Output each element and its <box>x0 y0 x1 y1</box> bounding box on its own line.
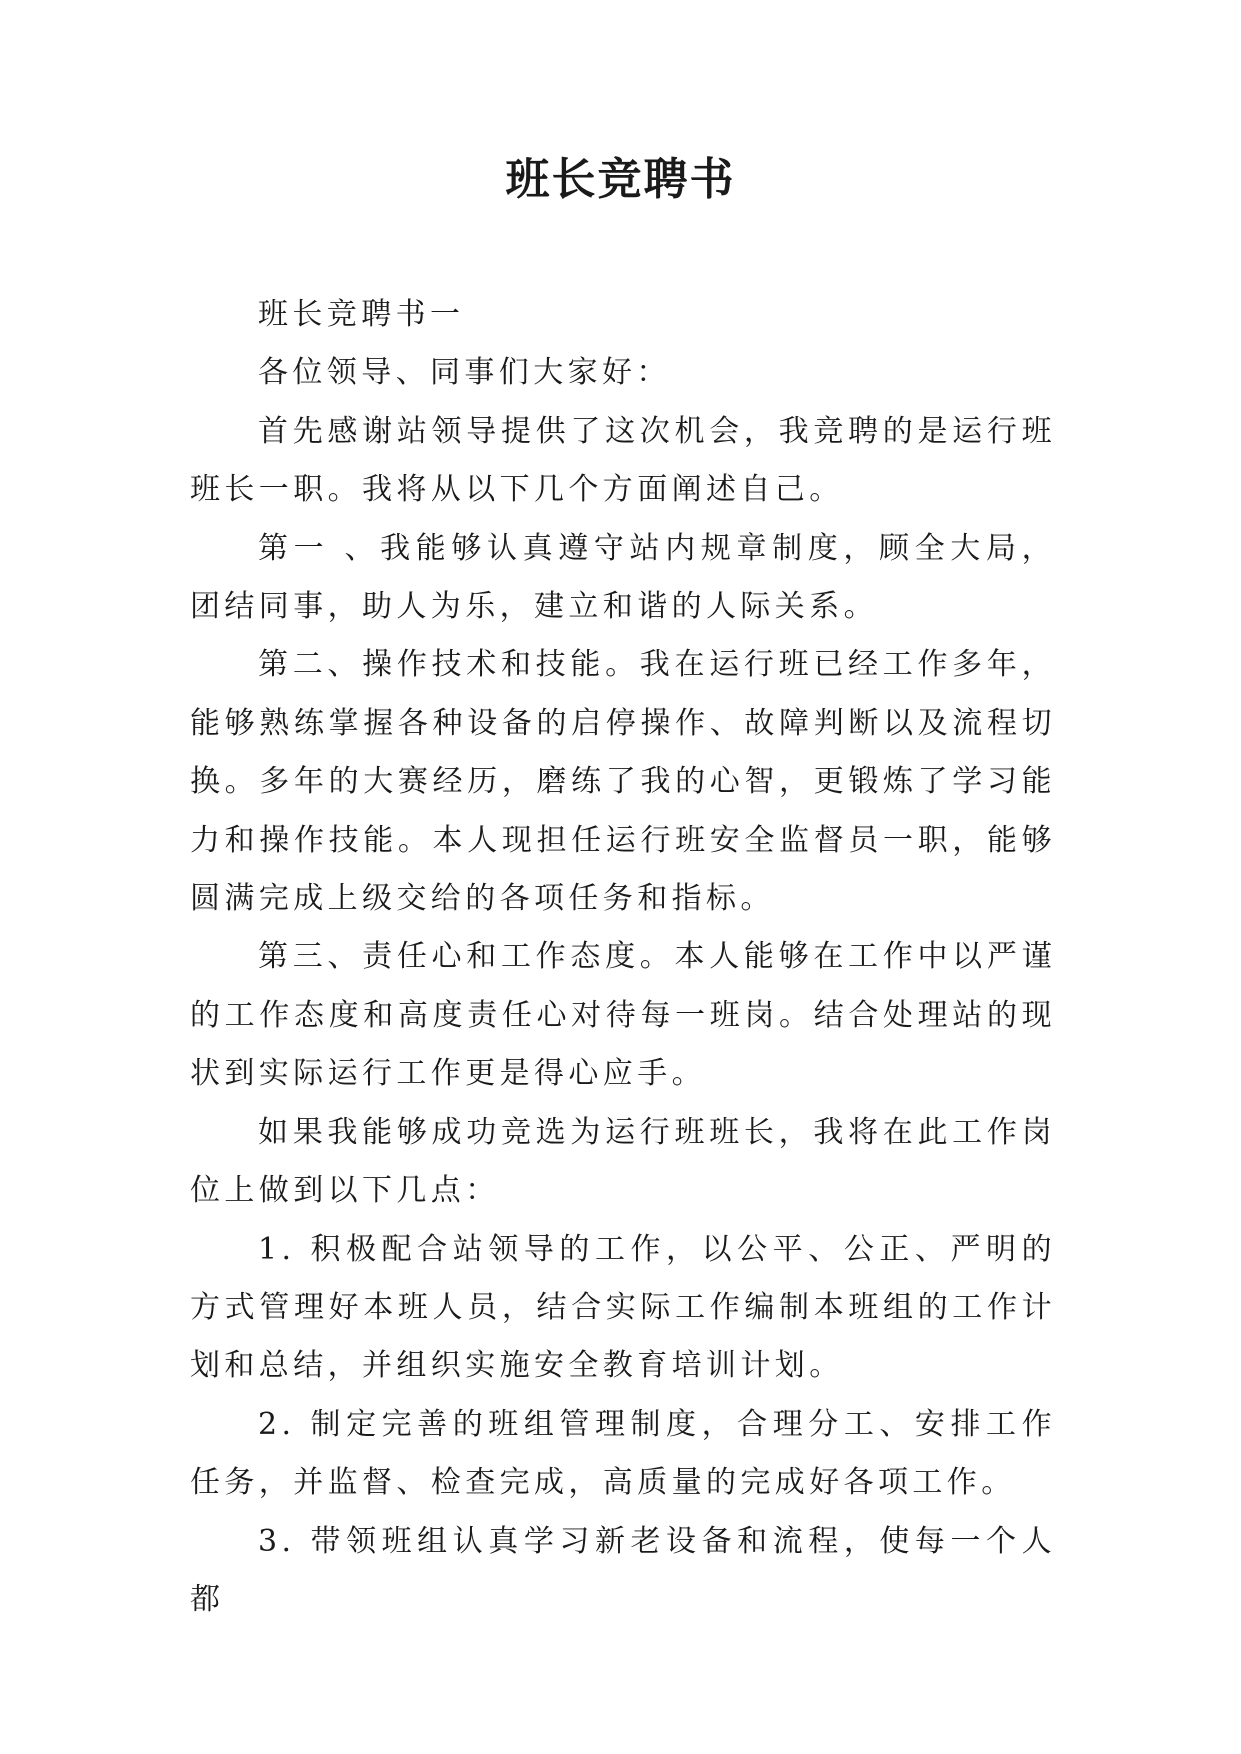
paragraph: 第二、操作技术和技能。我在运行班已经工作多年，能够熟练掌握各种设备的启停操作、故障判断以及流程切换。多年的大赛经历，磨练了我的心智，更锻炼了学习能力和操作技能。本人现担任运行班安全监督员一职，能够圆满完成上级交给的各项任务和指标。 <box>190 647 1056 917</box>
paragraph: 班长竞聘书一 <box>258 297 465 332</box>
paragraph: 首先感谢站领导提供了这次机会，我竞聘的是运行班班长一职。我将从以下几个方面阐述自己。 <box>190 413 1056 508</box>
paragraph: 1. 积极配合站领导的工作，以公平、公正、严明的方式管理好本班人员，结合实际工作编制本班组的工作计划和总结，并组织实施安全教育培训计划。 <box>190 1231 1056 1384</box>
paragraph: 各位领导、同事们大家好： <box>258 355 671 391</box>
paragraph: 如果我能够成功竞选为运行班班长，我将在此工作岗位上做到以下几点： <box>190 1114 1056 1209</box>
paragraph: 3. 带领班组认真学习新老设备和流程，使每一个人都 <box>190 1523 1056 1617</box>
document-body <box>190 286 1056 1629</box>
paragraph: 第一 、我能够认真遵守站内规章制度，顾全大局，团结同事，助人为乐，建立和谐的人际关系。 <box>190 530 1056 625</box>
paragraph: 2. 制定完善的班组管理制度，合理分工、安排工作任务，并监督、检查完成，高质量的完成好各项工作。 <box>190 1406 1056 1501</box>
paragraph: 第三、责任心和工作态度。本人能够在工作中以严谨的工作态度和高度责任心对待每一班岗。结合处理站的现状到实际运行工作更是得心应手。 <box>190 939 1056 1092</box>
document-title: 班长竞聘书 <box>505 154 736 205</box>
